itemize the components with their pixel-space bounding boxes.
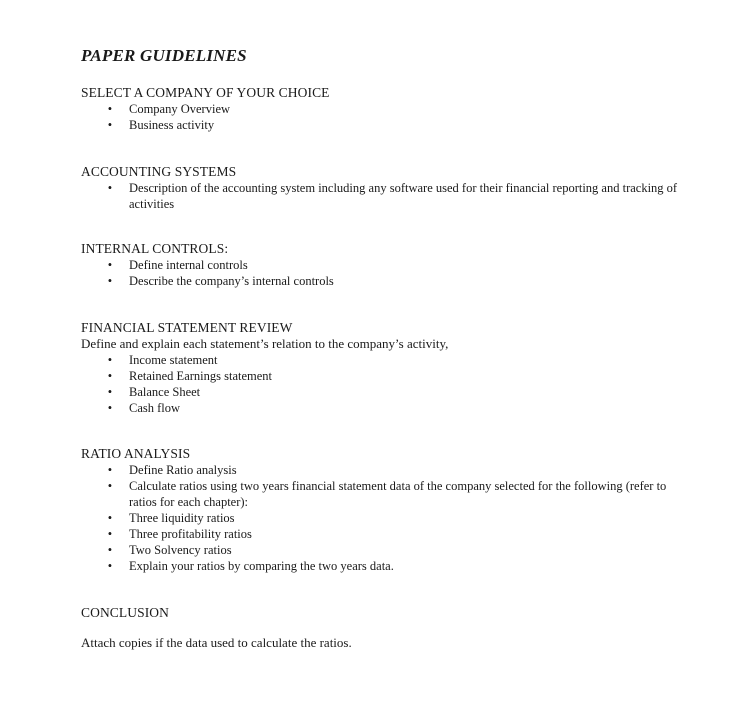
list-item: • Two Solvency ratios (81, 542, 681, 558)
section-heading: CONCLUSION (81, 605, 170, 620)
bullet-icon: • (107, 118, 113, 132)
document-title: PAPER GUIDELINES (81, 46, 247, 65)
bullet-icon: • (107, 369, 113, 383)
section-financial-statement-review (81, 319, 681, 416)
list-item: • Three liquidity ratios (81, 510, 681, 526)
closing-paragraph: Attach copies if the data used to calculate the ratios. (81, 635, 352, 650)
bullet-list (81, 462, 681, 574)
bullet-icon: • (107, 258, 113, 272)
bullet-icon: • (107, 479, 113, 493)
section-conclusion (81, 604, 681, 621)
list-item: • Balance Sheet (81, 384, 681, 400)
list-item: • Calculate ratios using two years financial statement data of the company selected for the following (refer to ratios for each chapter): (81, 478, 681, 510)
bullet-list (81, 257, 681, 289)
bullet-icon: • (107, 102, 113, 116)
bullet-list (81, 180, 681, 212)
list-item: • Cash flow (81, 400, 681, 416)
list-item: • Define Ratio analysis (81, 462, 681, 478)
section-heading: FINANCIAL STATEMENT REVIEW (81, 320, 293, 335)
bullet-icon: • (107, 511, 113, 525)
bullet-icon: • (107, 543, 113, 557)
list-item: • Description of the accounting system including any software used for their financial reporting and tracking of activities (81, 180, 681, 212)
section-ratio-analysis (81, 445, 681, 574)
section-heading: INTERNAL CONTROLS: (81, 241, 229, 256)
bullet-icon: • (107, 385, 113, 399)
list-item: • Define internal controls (81, 257, 681, 273)
section-intro: Define and explain each statement’s relation to the company’s activity, (81, 336, 449, 351)
list-item: • Explain your ratios by comparing the two years data. (81, 558, 681, 574)
section-select-company (81, 84, 681, 133)
bullet-list (81, 352, 681, 416)
list-item: • Company Overview (81, 101, 681, 117)
bullet-list (81, 101, 681, 133)
list-item: • Retained Earnings statement (81, 368, 681, 384)
section-heading: ACCOUNTING SYSTEMS (81, 164, 237, 179)
bullet-icon: • (107, 527, 113, 541)
bullet-icon: • (107, 353, 113, 367)
bullet-icon: • (107, 463, 113, 477)
list-item: • Income statement (81, 352, 681, 368)
section-heading: RATIO ANALYSIS (81, 446, 191, 461)
bullet-icon: • (107, 559, 113, 573)
bullet-icon: • (107, 274, 113, 288)
list-item: • Three profitability ratios (81, 526, 681, 542)
bullet-icon: • (107, 401, 113, 415)
section-internal-controls (81, 240, 681, 289)
bullet-icon: • (107, 181, 113, 195)
list-item: • Describe the company’s internal controls (81, 273, 681, 289)
section-heading: SELECT A COMPANY OF YOUR CHOICE (81, 85, 330, 100)
list-item: • Business activity (81, 117, 681, 133)
section-accounting-systems (81, 163, 681, 212)
